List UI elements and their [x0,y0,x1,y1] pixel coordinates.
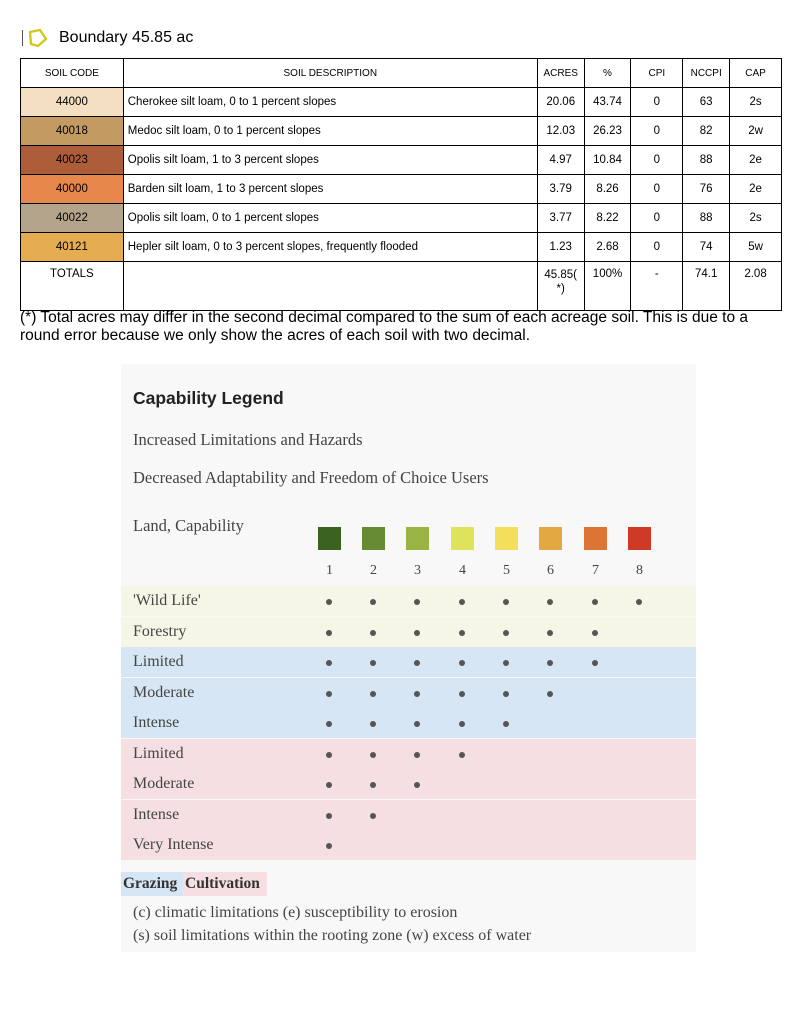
percent-cell: 8.22 [584,204,631,233]
acres-cell: 20.06 [537,88,584,117]
capability-dot [414,782,420,788]
soil-code-cell: 44000 [21,88,124,117]
capability-dot [370,752,376,758]
legend-title: Capability Legend [133,388,284,408]
capability-dot [592,660,598,666]
capability-class-number: 1 [326,563,333,578]
legend-use-label: Moderate [133,683,195,701]
legend-capability-label: Land, Capability [133,516,244,535]
soil-code-cell: 40000 [21,175,124,204]
key-grazing: Grazing [121,872,183,896]
capability-dot [503,721,509,727]
legend-use-row-graze [121,647,696,677]
capability-dot [503,691,509,697]
capability-swatch-7 [584,527,607,550]
capability-dot [503,660,509,666]
capability-dot [547,691,553,697]
soil-description-cell: Cherokee silt loam, 0 to 1 percent slopes [123,88,537,117]
cap-cell: 2s [730,88,782,117]
legend-use-label: Limited [133,653,184,670]
capability-swatch-4 [451,527,474,550]
capability-swatch-6 [539,527,562,550]
capability-dot [326,782,332,788]
capability-dot [370,782,376,788]
capability-dot [326,813,332,819]
capability-dot [547,660,553,666]
table-row [21,117,782,146]
capability-class-number: 5 [503,563,510,578]
totals-description [123,262,537,311]
soil-description-cell: Opolis silt loam, 1 to 3 percent slopes [123,146,537,175]
legend-use-label: Moderate [133,775,195,792]
col-soil-description: SOIL DESCRIPTION [123,59,537,88]
soil-description-cell: Opolis silt loam, 0 to 1 percent slopes [123,204,537,233]
capability-dot [370,599,376,605]
capability-dot [414,752,420,758]
legend-use-label: Intense [133,805,180,823]
legend-use-label: Forestry [133,622,187,640]
capability-dot [503,599,509,605]
nccpi-cell: 63 [683,88,730,117]
soil-code-cell: 40121 [21,233,124,262]
table-row [21,233,782,262]
legend-use-row-graze [121,678,696,708]
soil-code-cell: 40022 [21,204,124,233]
capability-swatch-1 [318,527,341,550]
capability-dot [370,630,376,636]
soil-description-cell: Hepler silt loam, 0 to 3 percent slopes, frequently flooded [123,233,537,262]
capability-class-number: 4 [459,563,466,578]
capability-swatch-8 [628,527,651,550]
cpi-cell: 0 [631,175,683,204]
soil-table [20,58,782,311]
capability-dot [414,721,420,727]
nccpi-cell: 88 [683,146,730,175]
capability-dot [503,630,509,636]
percent-cell: 10.84 [584,146,631,175]
capability-dot [547,599,553,605]
legend-use-row-cult [121,830,696,860]
boundary-header [22,27,193,49]
capability-dot [370,691,376,697]
capability-dot [326,752,332,758]
capability-class-number: 6 [547,563,554,578]
capability-dot [459,660,465,666]
nccpi-cell: 82 [683,117,730,146]
capability-dot [326,630,332,636]
soil-code-cell: 40018 [21,117,124,146]
legend-footnote-ce: (c) climatic limitations (e) susceptibility to erosion [133,904,458,921]
capability-legend [121,364,696,952]
table-header-row [21,59,782,88]
totals-acres: 45.85( *) [537,262,584,311]
nccpi-cell: 74 [683,233,730,262]
col-cpi: CPI [631,59,683,88]
cpi-cell: 0 [631,117,683,146]
nccpi-cell: 88 [683,204,730,233]
soil-description-cell: Barden silt loam, 1 to 3 percent slopes [123,175,537,204]
capability-class-number: 8 [636,563,643,578]
legend-use-label: Limited [133,744,184,762]
table-row [21,88,782,117]
cpi-cell: 0 [631,88,683,117]
legend-use-row-graze [121,708,696,738]
legend-use-label: Intense [133,714,180,731]
capability-dot [326,721,332,727]
capability-dot [414,660,420,666]
totals-nccpi: 74.1 [683,262,730,311]
totals-cpi: - [631,262,683,311]
capability-dot [592,630,598,636]
capability-dot [547,630,553,636]
capability-class-number: 2 [370,563,377,578]
capability-dot [326,599,332,605]
capability-swatch-2 [362,527,385,550]
cap-cell: 2s [730,204,782,233]
capability-dot [326,660,332,666]
legend-use-label: Very Intense [133,836,214,853]
acres-cell: 3.79 [537,175,584,204]
legend-footnote-sw: (s) soil limitations within the rooting zone (w) excess of water [133,927,532,944]
capability-class-number: 7 [592,563,599,578]
col-acres: ACRES [537,59,584,88]
totals-percent: 100% [584,262,631,311]
table-row [21,204,782,233]
legend-use-label: 'Wild Life' [133,592,201,609]
cap-cell: 5w [730,233,782,262]
capability-dot [326,691,332,697]
legend-use-row-cult [121,800,696,830]
capability-swatch-5 [495,527,518,550]
totals-cap: 2.08 [730,262,782,311]
capability-dot [370,721,376,727]
capability-dot [414,630,420,636]
totals-label: TOTALS [21,262,124,311]
boundary-title: Boundary 45.85 ac [59,29,194,46]
cpi-cell: 0 [631,233,683,262]
header-divider [22,30,23,46]
capability-dot [370,813,376,819]
capability-dot [326,843,332,849]
nccpi-cell: 76 [683,175,730,204]
col-nccpi: NCCPI [683,59,730,88]
acres-cell: 12.03 [537,117,584,146]
acres-cell: 4.97 [537,146,584,175]
percent-cell: 8.26 [584,175,631,204]
legend-use-row-wild [121,586,696,616]
legend-line-limitations: Increased Limitations and Hazards [133,430,363,449]
col-percent: % [584,59,631,88]
capability-dot [459,691,465,697]
capability-dot [459,599,465,605]
key-cultivation: Cultivation [183,872,267,896]
percent-cell: 26.23 [584,117,631,146]
capability-dot [459,630,465,636]
soil-description-cell: Medoc silt loam, 0 to 1 percent slopes [123,117,537,146]
legend-line-adaptability: Decreased Adaptability and Freedom of Choice Users [133,468,489,487]
legend-use-row-cult [121,739,696,769]
capability-dot [459,721,465,727]
totals-row [21,262,782,311]
capability-dot [370,660,376,666]
capability-class-number: 3 [414,563,421,578]
cap-cell: 2e [730,146,782,175]
legend-use-row-wild [121,617,696,647]
capability-dot [414,691,420,697]
capability-dot [459,752,465,758]
acres-cell: 3.77 [537,204,584,233]
acres-cell: 1.23 [537,233,584,262]
capability-dot [636,599,642,605]
soil-code-cell: 40023 [21,146,124,175]
table-row [21,175,782,204]
percent-cell: 2.68 [584,233,631,262]
cap-cell: 2e [730,175,782,204]
capability-dot [414,599,420,605]
capability-swatch-3 [406,527,429,550]
legend-use-row-cult [121,769,696,799]
table-row [21,146,782,175]
cap-cell: 2w [730,117,782,146]
rounding-note: (*) Total acres may differ in the second decimal compared to the sum of each acreage soil. This is due to a round error because we only show the acres of each soil with two decimal. [20,309,749,344]
cpi-cell: 0 [631,146,683,175]
percent-cell: 43.74 [584,88,631,117]
capability-dot [592,599,598,605]
cpi-cell: 0 [631,204,683,233]
col-soil-code: SOIL CODE [21,59,124,88]
polygon-boundary-icon [27,27,49,49]
col-cap: CAP [730,59,782,88]
